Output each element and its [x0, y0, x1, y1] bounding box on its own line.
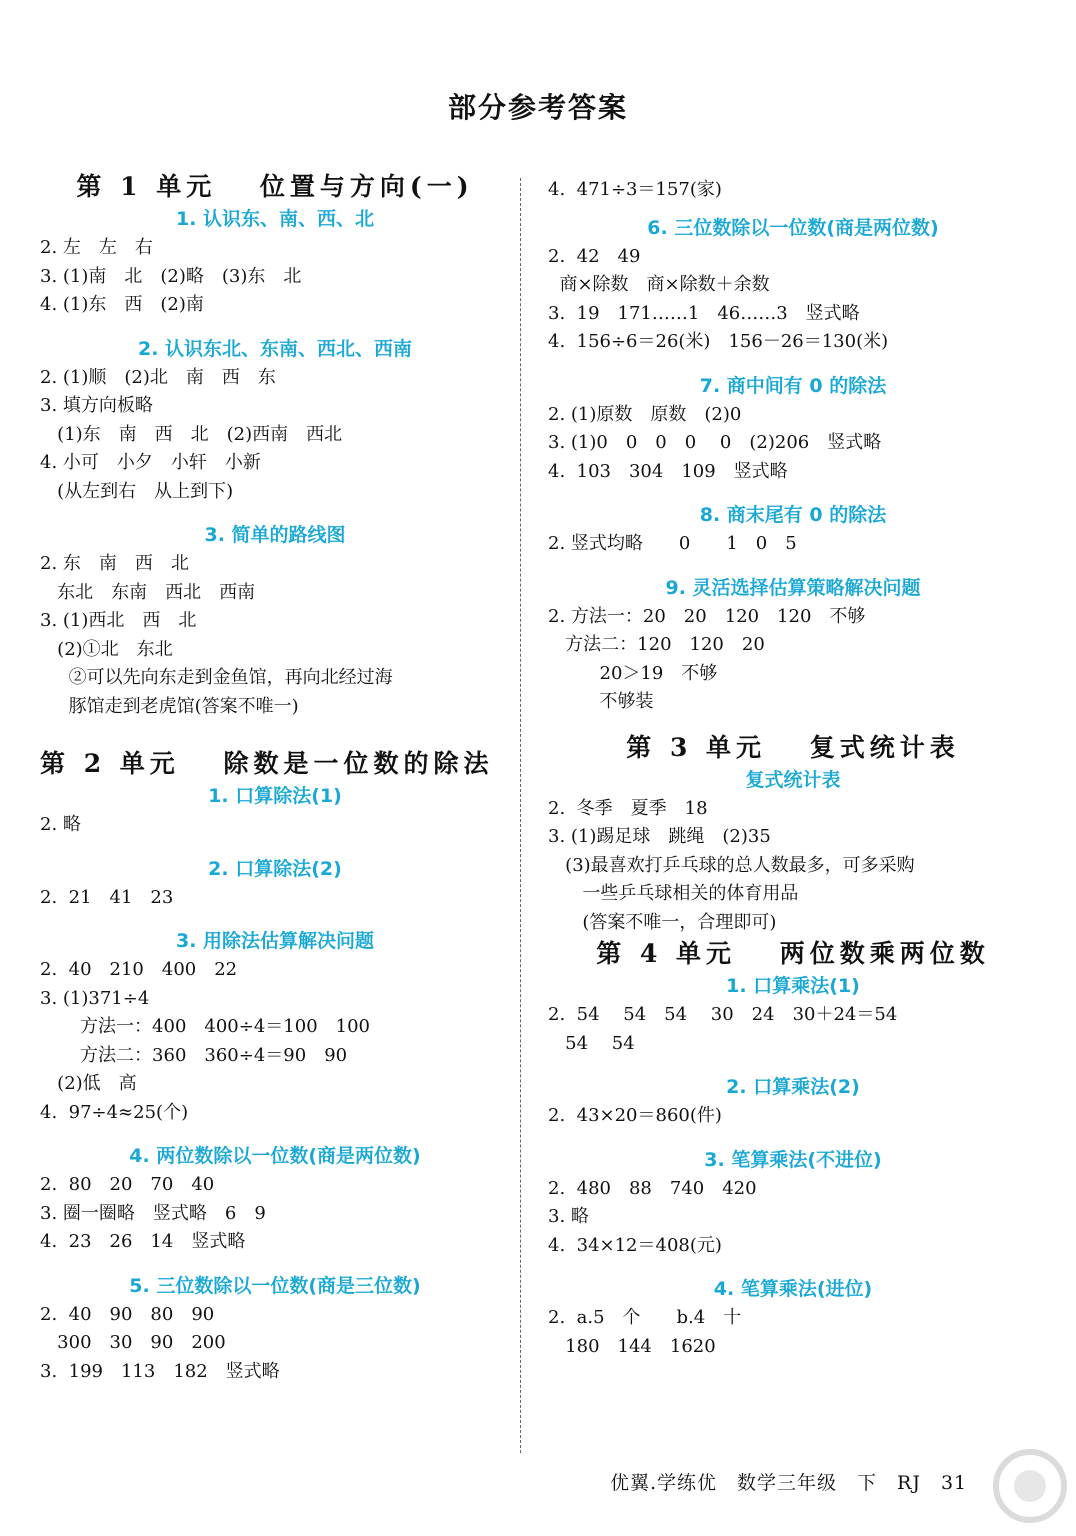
answer-line: 2. 东 南 西 北: [40, 553, 189, 574]
answer-line: (2)①北 东北: [40, 638, 173, 660]
answer-line: (1)东 南 西 北 (2)西南 西北: [40, 423, 343, 445]
answer-line: 4. 23 26 14 竖式略: [40, 1231, 246, 1252]
unit-4-title: 第 4 单元 两位数乘两位数: [596, 939, 990, 968]
answer-line: 4. 156÷6＝26(米) 156－26＝130(米): [548, 331, 889, 352]
answer-line: 2. 80 20 70 40: [40, 1174, 215, 1195]
answer-line: 东北 东南 西北 西南: [40, 581, 256, 603]
answer-line: 方法二：360 360÷4＝90 90: [40, 1044, 348, 1066]
unit-1-title: 第 1 单元 位置与方向(一): [76, 172, 474, 201]
answer-line: 2. 竖式均略 0 1 0 5: [548, 533, 797, 554]
answer-line: 商×除数 商×除数＋余数: [548, 274, 770, 295]
answer-line: 不够装: [548, 691, 654, 712]
answer-line: 一些乒乓球相关的体育用品: [548, 883, 799, 904]
answer-line: 4. 103 304 109 竖式略: [548, 460, 788, 482]
answer-line: 3. (1)0 0 0 0 0 (2)206 竖式略: [548, 432, 882, 453]
answer-line: 2. a.5 个 b.4 十: [548, 1307, 742, 1328]
watermark-logo-icon: [990, 1446, 1070, 1526]
answer-line: 20＞19 不够: [548, 662, 718, 684]
section-heading: 8. 商末尾有 0 的除法: [699, 504, 887, 526]
answer-line: 4. 34×12＝408(元): [548, 1234, 722, 1256]
page-title: 部分参考答案: [447, 91, 628, 124]
section-heading: 7. 商中间有 0 的除法: [699, 374, 887, 397]
unit-2-title: 第 2 单元 除数是一位数的除法: [40, 749, 494, 778]
answer-line: 3. 19 171……1 46……3 竖式略: [548, 302, 860, 324]
answer-line: 4. (1)东 西 (2)南: [40, 294, 204, 315]
section-heading: 9. 灵活选择估算策略解决问题: [665, 576, 921, 599]
page-footer: 优翼.学练优 数学三年级 下 RJ 31: [610, 1472, 968, 1494]
answer-line: 2. (1)原数 原数 (2)0: [548, 403, 742, 425]
answer-line: 2. 略: [40, 814, 81, 835]
answer-line: 2. (1)顺 (2)北 南 西 东: [40, 366, 276, 388]
answer-line: 2. 21 41 23: [40, 886, 174, 908]
answer-line: 3. (1)371÷4: [40, 987, 150, 1009]
answer-line: 54 54: [548, 1032, 635, 1054]
unit-3-title: 第 3 单元 复式统计表: [626, 732, 960, 762]
answer-line: 4. 471÷3＝157(家): [548, 179, 722, 200]
section-heading: 3. 简单的路线图: [204, 524, 346, 546]
answer-line: (答案不唯一，合理即可): [548, 911, 777, 933]
section-heading: 3. 笔算乘法(不进位): [704, 1148, 882, 1171]
answer-line: 2. 方法一：20 20 120 120 不够: [548, 605, 866, 627]
answer-line: 3. (1)南 北 (2)略 (3)东 北: [40, 265, 302, 287]
answer-line: 180 144 1620: [548, 1335, 716, 1357]
section-heading: 5. 三位数除以一位数(商是三位数): [129, 1274, 421, 1297]
answer-line: 3. (1)西北 西 北: [40, 610, 197, 631]
answer-line: 4. 小可 小夕 小轩 小新: [40, 452, 261, 473]
answer-line: 豚馆走到老虎馆(答案不唯一): [40, 695, 299, 717]
answer-line: (从左到右 从上到下): [40, 480, 234, 502]
answer-line: 方法一：400 400÷4＝100 100: [40, 1016, 371, 1037]
answer-line: 2. 480 88 740 420: [548, 1177, 757, 1199]
answer-line: (2)低 高: [40, 1073, 137, 1094]
section-heading: 2. 口算乘法(2): [726, 1076, 860, 1098]
answer-line: 4. 97÷4≈25(个): [40, 1101, 189, 1123]
section-heading: 4. 笔算乘法(进位): [713, 1278, 873, 1300]
answer-line: ②可以先向东走到金鱼馆，再向北经过海: [40, 667, 393, 688]
section-heading: 2. 口算除法(2): [208, 857, 342, 880]
section-heading: 2. 认识东北、东南、西北、西南: [137, 337, 413, 360]
section-heading: 3. 用除法估算解决问题: [175, 930, 375, 952]
answer-line: 3. 圈一圈略 竖式略 6 9: [40, 1202, 266, 1224]
answer-line: 2. 54 54 54 30 24 30＋24＝54: [548, 1004, 898, 1025]
answer-line: 2. 43×20＝860(件): [548, 1105, 722, 1126]
answer-line: 方法二：120 120 20: [548, 634, 765, 655]
answer-line: 2. 冬季 夏季 18: [548, 797, 708, 819]
answer-line: 3. 略: [548, 1206, 589, 1227]
section-heading: 1. 认识东、南、西、北: [175, 208, 375, 230]
section-heading: 6. 三位数除以一位数(商是两位数): [647, 216, 939, 239]
answer-line: 3. 填方向板略: [40, 395, 153, 416]
right-column: [548, 176, 1038, 1361]
column-divider: [520, 178, 521, 1453]
left-column: [40, 170, 510, 1386]
answer-line: 300 30 90 200: [40, 1332, 226, 1353]
section-heading: 1. 口算除法(1): [208, 785, 342, 807]
section-heading: 1. 口算乘法(1): [726, 975, 860, 997]
answer-line: 2. 40 210 400 22: [40, 959, 238, 980]
answer-line: 3. 199 113 182 竖式略: [40, 1360, 280, 1382]
answer-line: 3. (1)踢足球 跳绳 (2)35: [548, 826, 771, 847]
answer-line: (3)最喜欢打乒乓球的总人数最多，可多采购: [548, 854, 915, 876]
answer-line: 2. 42 49: [548, 245, 641, 267]
section-heading: 复式统计表: [745, 768, 841, 791]
section-heading: 4. 两位数除以一位数(商是两位数): [129, 1145, 421, 1167]
answer-line: 2. 40 90 80 90: [40, 1303, 215, 1325]
answer-line: 2. 左 左 右: [40, 237, 153, 258]
